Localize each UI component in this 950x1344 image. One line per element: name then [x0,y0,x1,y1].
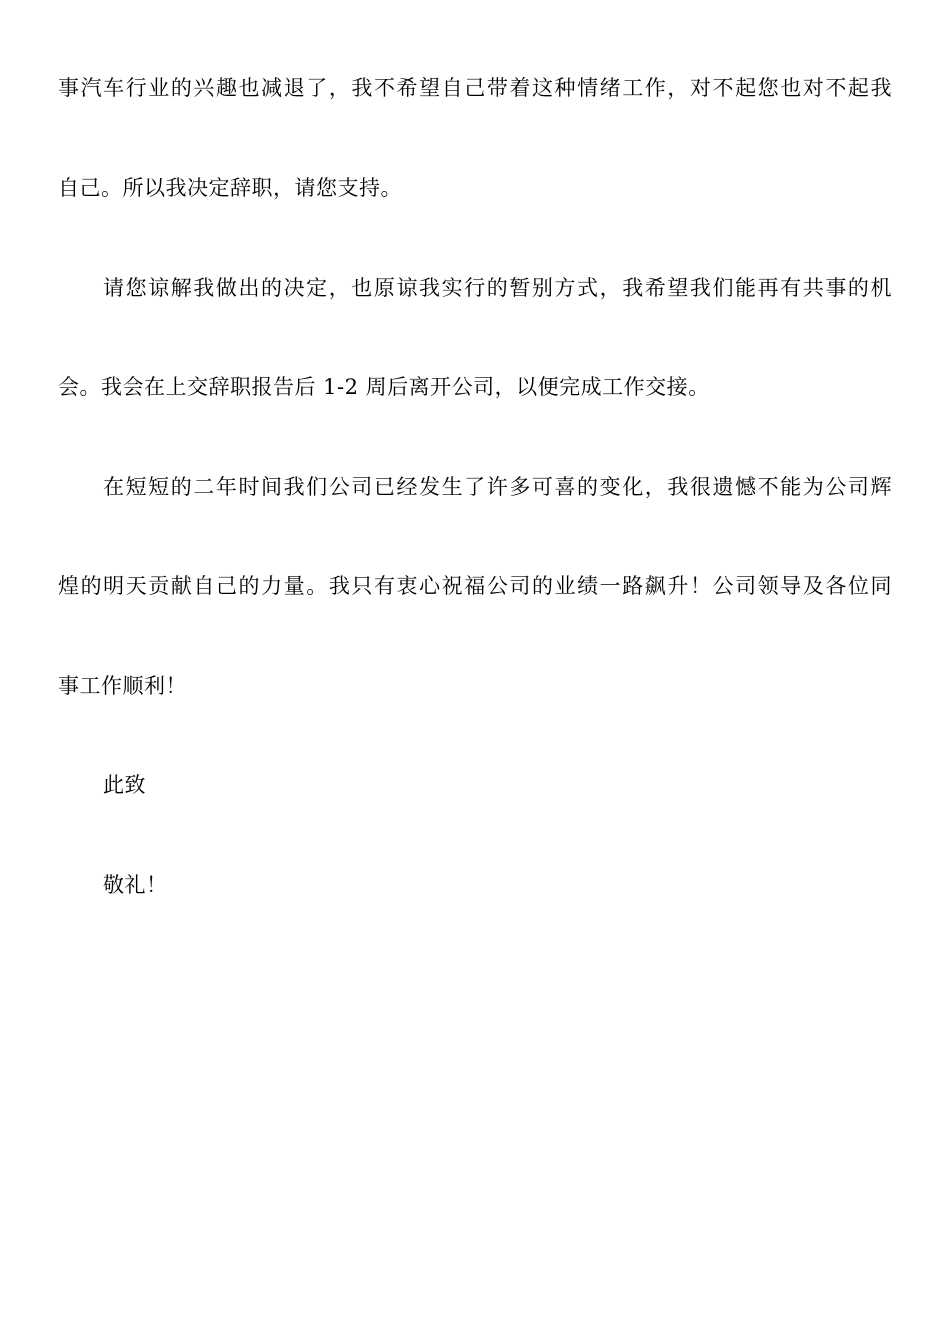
salutation-text: 敬礼！ [103,873,168,897]
paragraph-line: 会。我会在上交辞职报告后 1-2 周后离开公司，以便完成工作交接。 [58,375,710,399]
paragraph-line: 煌的明天贡献自己的力量。我只有衷心祝福公司的业绩一路飙升！公司领导及各位同 [58,574,892,598]
paragraph-line: 请您谅解我做出的决定，也原谅我实行的暂别方式，我希望我们能再有共事的机 [103,276,892,300]
paragraph-line: 事工作顺利！ [58,674,187,698]
paragraph-line: 自己。所以我决定辞职，请您支持。 [58,176,402,200]
paragraph-line: 事汽车行业的兴趣也减退了，我不希望自己带着这种情绪工作，对不起您也对不起我 [58,76,892,100]
closing-text: 此致 [103,773,146,797]
paragraph-line: 在短短的二年时间我们公司已经发生了许多可喜的变化，我很遗憾不能为公司辉 [103,475,892,499]
